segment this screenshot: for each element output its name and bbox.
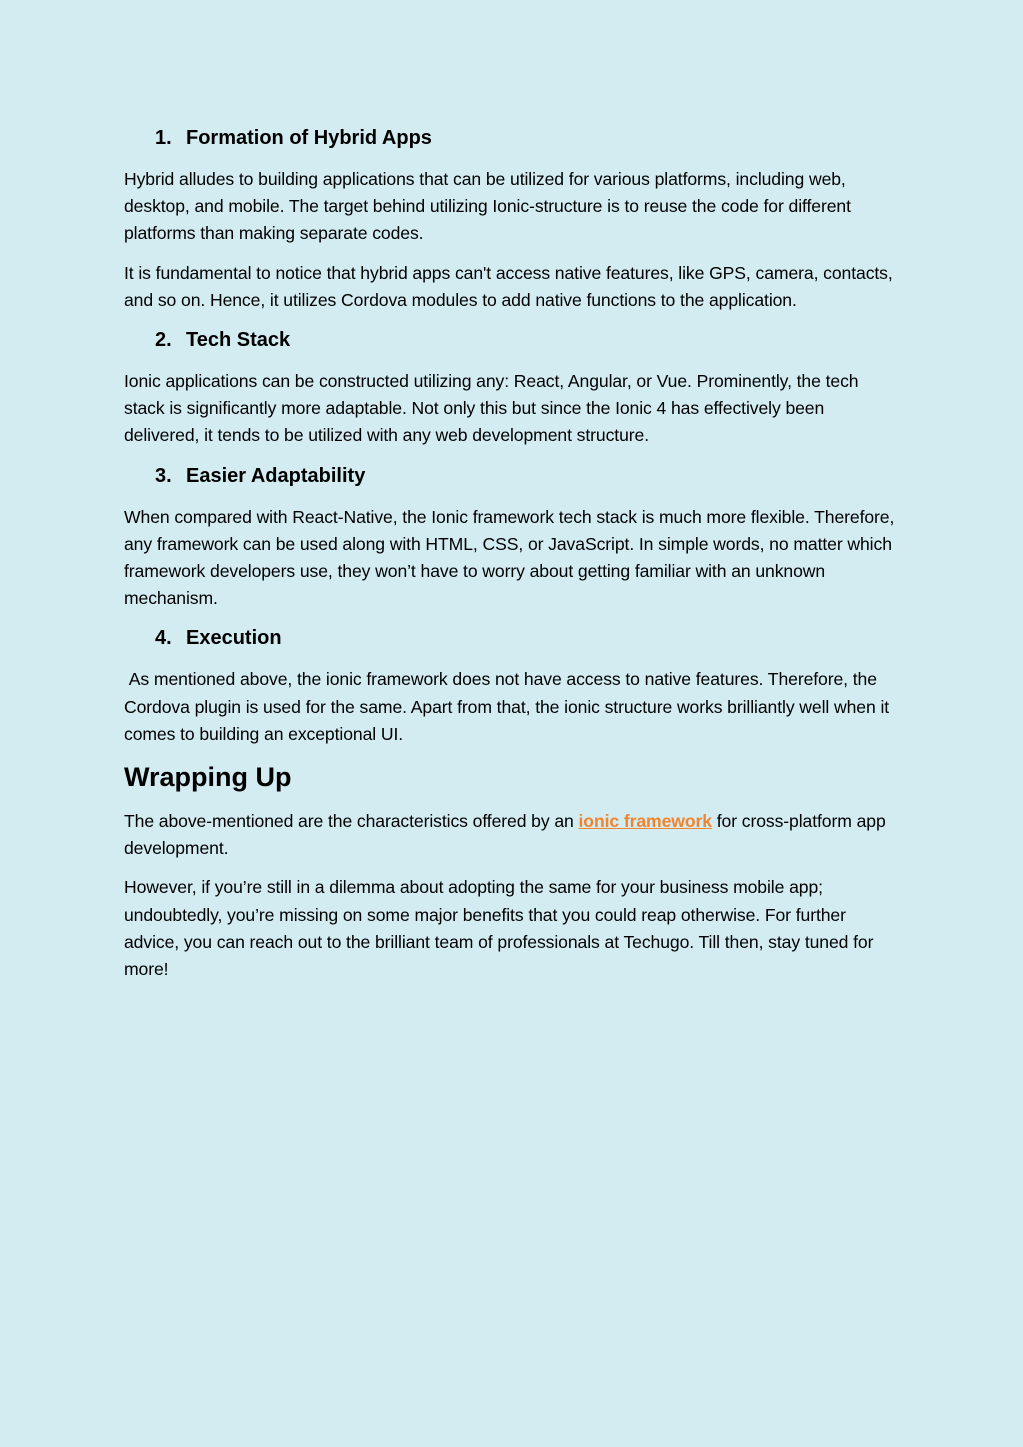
section-title: Formation of Hybrid Apps [186,127,432,149]
section-number: 2. [155,329,172,352]
paragraph: It is fundamental to notice that hybrid apps can't access native features, like GPS, camera, contacts, and so on. Hence, it utilizes Cordova modules to add native functions to the application. [124,262,893,310]
closing-paragraph: However, if you’re still in a dilemma about adopting the same for your business mobile app; undoubtedly, you’re missing on some major benefits that you could reap otherwise. For further advice, you can reach out to the brilliant team of professionals at Techugo. Till then, stay tuned for more! [124,877,874,980]
section-number: 4. [155,627,172,650]
document-content [124,124,899,983]
section-heading-formation-of-hybrid-apps [155,124,899,152]
ionic-framework-link[interactable]: ionic framework [578,811,712,832]
section-heading-tech-stack [155,326,899,354]
paragraph: As mentioned above, the ionic framework does not have access to native features. Therefore, the Cordova plugin is used for the same. Apart from that, the ionic structure works brilliantly well when it comes to building an exceptional UI. [124,669,894,744]
paragraph: Hybrid alludes to building applications that can be utilized for various platforms, including web, desktop, and mobile. The target behind utilizing Ionic-structure is to reuse the code for different platforms than making separate codes. [124,169,851,244]
section-heading-execution [155,624,899,652]
section-title: Tech Stack [186,329,291,352]
wrapping-intro-paragraph [124,808,899,862]
section-title: Execution [186,627,282,650]
paragraph: When compared with React-Native, the Ionic framework tech stack is much more flexible. Therefore, any framework can be used along with HTML, CSS, or JavaScript. In simple words, no matter which framework developers use, they won’t have to worry about getting familiar with an unknown mechanism. [124,506,895,609]
paragraph: Ionic applications can be constructed utilizing any: React, Angular, or Vue. Prominently, the tech stack is significantly more adaptable. Not only this but since the Ionic 4 has effectively been delivered, it tends to be utilized with any web development structure. [124,371,859,446]
section-number: 1. [155,127,172,149]
intro-text-after: for cross-platform app development. [124,811,886,859]
section-title: Easier Adaptability [186,464,366,487]
section-number: 3. [155,464,172,487]
wrapping-up-heading: Wrapping Up [124,762,292,793]
intro-text-before: The above-mentioned are the characteristics offered by an [124,811,579,832]
section-heading-easier-adaptability [155,462,899,490]
